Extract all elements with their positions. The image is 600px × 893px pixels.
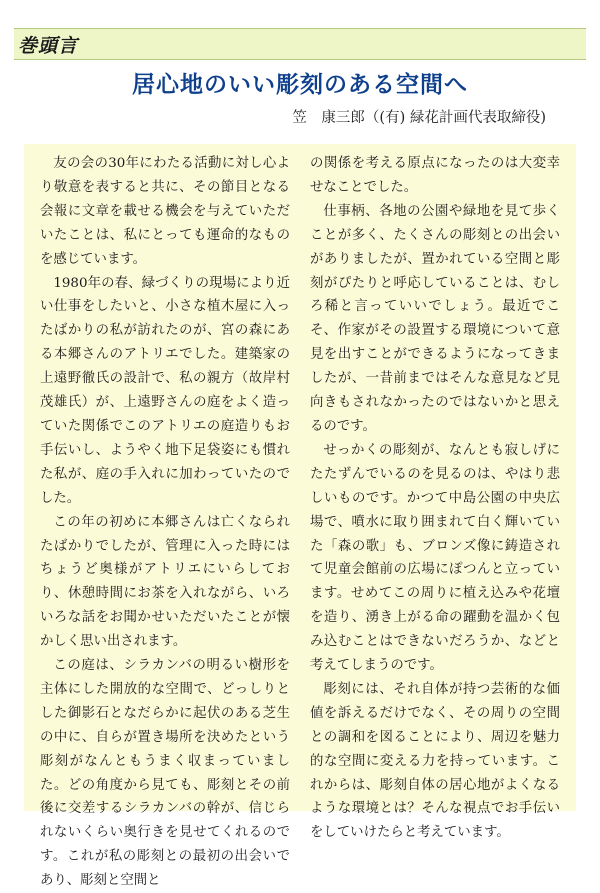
article-column-right bbox=[310, 152, 560, 845]
paragraph: せっかくの彫刻が、なんとも寂しげにたたずんでいるのを見るのは、やはり悲しいものです。かつて中島公園の中央広場で、噴水に取り囲まれて白く輝いていた「森の歌」も、ブロンズ像に鋳造されて児童会館前の広場にぽつんと立っています。せめてこの周りに植え込みや花壇を造り、湧き上がる命の躍動を温かく包み込むことはできないだろうか、などと考えてしまうのです。 bbox=[310, 442, 560, 674]
paragraph: 友の会の30年にわたる活動に対し心より敬意を表すると共に、その節目となる会報に文章を載せる機会を与えていただいたことは、私にとっても運命的なものを感じています。 bbox=[40, 156, 290, 267]
article-column-left bbox=[40, 152, 290, 893]
paragraph-continued: の関係を考える原点になったのは大変幸せなことでした。 bbox=[310, 156, 560, 195]
section-label: 巻頭言 bbox=[18, 35, 79, 57]
section-header-bar bbox=[14, 28, 586, 60]
paragraph: 彫刻には、それ自体が持つ芸術的な価値を訴えるだけでなく、その周りの空間との調和を図ることにより、周辺を魅力的な空間に変える力を持っています。これからは、彫刻自体の居心地がよくなるような環境とは？そんな視点でお手伝いをしていけたらと考えています。 bbox=[310, 681, 560, 841]
paragraph: この庭は、シラカンバの明るい樹形を主体にした開放的な空間で、どっしりとした御影石となだらかに起伏のある芝生の中に、自らが置き場所を決めたという彫刻がなんともうまく収まっていました。どの角度から見ても、彫刻とその前後に交差するシラカンバの幹が、信じられないくらい奥行きを見せてくれるのです。これが私の彫刻との最初の出会いであり、彫刻と空間と bbox=[40, 658, 290, 889]
author-byline: 笠 康三郎（(有) 緑花計画代表取締役) bbox=[292, 110, 546, 126]
paragraph: 仕事柄、各地の公園や緑地を見て歩くことが多く、たくさんの彫刻との出会いがありましたが、置かれている空間と彫刻がぴたりと呼応していることは、むしろ稀と言っていいでしょう。最近でこそ、作家がその設置する環境について意見を出すことができるようになってきましたが、一昔前まではそんな意見など見向きもされなかったのではないかと思えるのです。 bbox=[310, 203, 560, 434]
paragraph: この年の初めに本郷さんは亡くなられたばかりでしたが、管理に入った時にはちょうど奥様がアトリエにいらしており、休憩時間にお茶を入れながら、いろいろな話をお聞かせいただいたことが懐かしく思い出されます。 bbox=[40, 514, 290, 650]
article-title: 居心地のいい彫刻のある空間へ bbox=[132, 71, 468, 98]
paragraph: 1980年の春、緑づくりの現場により近い仕事をしたいと、小さな植木屋に入ったばかりの私が訪れたのが、宮の森にある本郷さんのアトリエでした。建築家の上遠野徹氏の設計で、私の親方（故岸村茂雄氏）が、上遠野さんの庭をよく造っていた関係でこのアトリエの庭造りもお手伝いし、ようやく地下足袋姿にも慣れた私が、庭の手入れに加わっていたのでした。 bbox=[40, 275, 290, 506]
